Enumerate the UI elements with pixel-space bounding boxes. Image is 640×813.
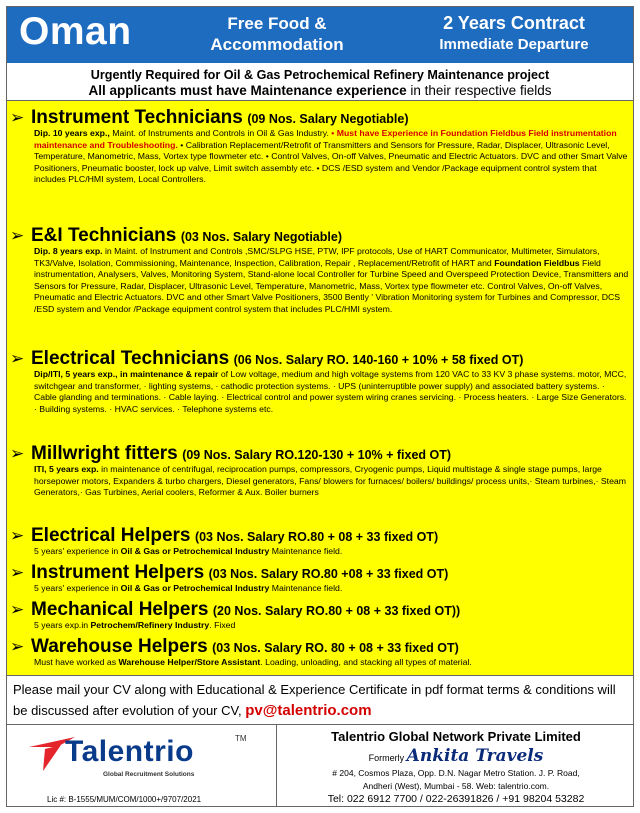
arrow-right-icon: ➢	[10, 637, 25, 656]
trademark-mark: TM	[235, 734, 247, 743]
job-detail: (03 Nos. Salary Negotiable)	[180, 230, 342, 244]
job-lead: Dip/ITI, 5 years exp., in maintenance & repair	[34, 369, 219, 379]
job-desc-part: in maintenance of centrifugal, reciprocation pumps, compressors, Cryogenic pumps, Liquid multistage & single stage pumps, large horsepower motors, Expanders & turbo chargers, Diesel generators, Fans/ blowers for furnaces/ boilers/ buildings/ process units,· Steam turbines,· Steam Generators,· Gas Turbines, Aerial coolers, Reformer & Aux. Boiler burners	[34, 464, 626, 498]
job-desc-part: Maintenance field.	[269, 583, 343, 593]
job-emphasis: Oil & Gas or Petrochemical Industry	[120, 546, 270, 556]
arrow-right-icon: ➢	[10, 444, 25, 463]
job-desc-part: of Low voltage, medium and high voltage systems from 120 VAC to 33 KV 3 phase systems. motor, MCC, switchgear and transformer, · lighting systems, · cathodic protection systems. · UPS (uninterruptible power supply) and associated battery systems. · Cable glanding and terminations. · Cable laying. · Electrical control and power system wiring cranes servicing. · Process heaters. · Large Size Generators. · Building systems. · HVAC services. · Telephone systems etc.	[34, 369, 627, 414]
job-role: Electrical Helpers	[31, 525, 191, 546]
job-desc-part: 5 years exp.in	[34, 620, 91, 630]
job-title-row	[7, 348, 633, 369]
job-role: Instrument Technicians	[31, 107, 243, 128]
contract-block	[399, 13, 629, 55]
job-desc-part: Must have worked as	[34, 657, 119, 667]
application-instructions	[7, 677, 633, 725]
job-title-row	[7, 599, 633, 620]
requirement-banner	[7, 65, 633, 101]
job-detail: (03 Nos. Salary RO. 80 + 08 + 33 fixed OT)	[212, 641, 459, 655]
perk-line-2: Accommodation	[210, 35, 344, 54]
job-emphasis: Foundation Fieldbus	[494, 257, 580, 268]
job-lead: ITI, 5 years exp.	[34, 464, 99, 474]
job-lead: Dip. 10 years exp.,	[34, 128, 110, 138]
company-name: Talentrio Global Network Private Limited	[331, 729, 581, 744]
arrow-right-icon: ➢	[10, 108, 25, 127]
job-detail: (03 Nos. Salary RO.80 + 08 + 33 fixed OT)	[194, 530, 439, 544]
job-desc-part: • Calibration Replacement/Retrofit of Transmitters and Sensors for Pressure, Radar, Displacer, Ultrasonic Level, Temperature, Manometric, Mass, Vortex type flowmeter etc. • Control Valves, On-off Valves, Pneumatic and Electric Actuators. DVC and other Smart Valve Positioners, Pneumatic booster, lock up valve, Limit switch assembly etc. • DCS /ESD system and Vendor /Package equipment control system that includes PLC/HMI system, Local Controllers.	[34, 139, 628, 185]
job-description	[7, 369, 633, 415]
job-role: Electrical Technicians	[31, 348, 230, 369]
address-line-2: Andheri (West), Mumbai - 58. Web: talentrio.com.	[362, 781, 550, 791]
job-lead: Dip. 8 years exp.	[34, 246, 103, 256]
job-description	[7, 546, 633, 558]
job-advert	[6, 6, 634, 807]
job-title-row	[7, 443, 633, 464]
job-ei-technicians	[7, 225, 633, 316]
former-name: Ankita Travels	[406, 746, 544, 766]
arrow-right-icon: ➢	[10, 600, 25, 619]
arrow-right-icon: ➢	[10, 226, 25, 245]
job-desc-part: . Fixed	[209, 620, 236, 630]
job-title-row	[7, 636, 633, 657]
job-detail: (06 Nos. Salary RO. 140-160 + 10% + 58 fixed OT)	[233, 353, 524, 367]
job-desc-part: in Maint. of Instrument and Controls ,SMC/SLPG HSE, PTW, IPF protocols, Use of HART Communicator, Multimeter, Simulators, TK3/Valve, Isolation, Commissioning, Maintenance, Inspection, Calibration, Repair , Replacement/Retrofit of HART and	[34, 246, 600, 268]
job-role: Mechanical Helpers	[31, 599, 209, 620]
job-desc-part: Maintenance field.	[269, 546, 343, 556]
contact-email-link[interactable]: pv@talentrio.com	[245, 702, 372, 719]
job-description	[7, 246, 633, 316]
brand-tagline: Global Recruitment Solutions	[103, 771, 195, 778]
job-description	[7, 583, 633, 595]
formerly-label: Formerly	[368, 753, 407, 763]
departure-note: Immediate Departure	[439, 36, 589, 53]
contract-length: 2 Years Contract	[443, 13, 585, 33]
job-emphasis: Oil & Gas or Petrochemical Industry	[120, 583, 270, 593]
header-banner	[7, 7, 633, 63]
job-description	[7, 620, 633, 632]
job-desc-part: Maint. of Instruments and Controls in Oil & Gas Industry.	[109, 128, 332, 138]
perk-block	[177, 13, 377, 55]
job-role: E&I Technicians	[31, 225, 177, 246]
job-millwright-fitters	[7, 443, 633, 499]
job-desc-part: . Loading, unloading, and stacking all types of material.	[260, 657, 472, 667]
requirement-rest: in their respective fields	[406, 83, 552, 98]
job-role: Warehouse Helpers	[31, 636, 208, 657]
job-mechanical-helpers	[7, 599, 633, 632]
job-description	[7, 128, 633, 186]
job-list	[7, 101, 633, 676]
footer	[7, 725, 633, 807]
job-detail: (09 Nos. Salary RO.120-130 + 10% + fixed OT)	[182, 448, 452, 462]
license-number: Lic #: B-1555/MUM/COM/1000+/9707/2021	[47, 795, 202, 804]
job-electrical-technicians	[7, 348, 633, 415]
perk-line-1: Free Food &	[227, 14, 327, 33]
requirement-line-1: Urgently Required for Oil & Gas Petrochemical Refinery Maintenance project	[90, 68, 550, 82]
former-name-line	[279, 746, 633, 766]
mail-text: Please mail your CV along with Educational & Experience Certificate in pdf format terms & conditions will be discussed after evolution of your CV,	[13, 682, 616, 718]
job-role: Instrument Helpers	[31, 562, 205, 583]
job-title-row	[7, 525, 633, 546]
job-electrical-helpers	[7, 525, 633, 558]
job-instrument-helpers	[7, 562, 633, 595]
job-emphasis: Petrochem/Refinery Industry	[90, 620, 210, 630]
job-detail: (09 Nos. Salary Negotiable)	[247, 112, 409, 126]
address-line-1: # 204, Cosmos Plaza, Opp. D.N. Nagar Metro Station. J. P. Road,	[332, 768, 580, 778]
job-description	[7, 657, 633, 669]
job-title-row	[7, 225, 633, 246]
job-warehouse-helpers	[7, 636, 633, 669]
job-detail: (20 Nos. Salary RO.80 + 08 + 33 fixed OT))	[212, 604, 461, 618]
job-desc-part: 5 years' experience in	[34, 546, 121, 556]
job-highlight: • Must have Experience in Foundation Fieldbus Field instrumentation maintenance and Troubleshooting.	[34, 128, 617, 150]
job-title-row	[7, 562, 633, 583]
arrow-right-icon: ➢	[10, 563, 25, 582]
arrow-right-icon: ➢	[10, 526, 25, 545]
job-description	[7, 464, 633, 499]
job-title-row	[7, 107, 633, 128]
country-title: Oman	[19, 10, 132, 53]
logo-area	[7, 725, 277, 807]
arrow-right-icon: ➢	[10, 349, 25, 368]
job-role: Millwright fitters	[31, 443, 178, 464]
job-desc-part: Field instrumentation, Analysers, Valves, Monitoring System, Stand-alone local Controller for Turbine Speed and Overspeed Protection Device, Transmitters and Sensors for Pressure, Radar, Displacer, Ultrasonic Level, Temperature, Manometric, Mass, Vortex type flowmeter etc. Control Valves, On-off Valves, Pneumatic and Electric Actuators. DVC and other Smart Valve Positioners, 3500 Bently ' Vibration Monitoring system for Turbines and Compressor, DCS /ESD system and Vendor /Package equipment control system that includes PLC/HMI system.	[34, 257, 629, 314]
job-instrument-technicians	[7, 107, 633, 186]
requirement-line-2	[7, 83, 633, 98]
job-emphasis: Warehouse Helper/Store Assistant	[118, 657, 261, 667]
requirement-emphasis: All applicants must have Maintenance experience	[88, 83, 407, 98]
job-detail: (03 Nos. Salary RO.80 +08 + 33 fixed OT)	[208, 567, 449, 581]
brand-name: Talentrio	[65, 735, 194, 768]
phone-numbers: Tel: 022 6912 7700 / 022-26391826 / +91 98204 53282	[327, 793, 585, 805]
job-desc-part: 5 years' experience in	[34, 583, 121, 593]
company-info	[279, 725, 633, 805]
